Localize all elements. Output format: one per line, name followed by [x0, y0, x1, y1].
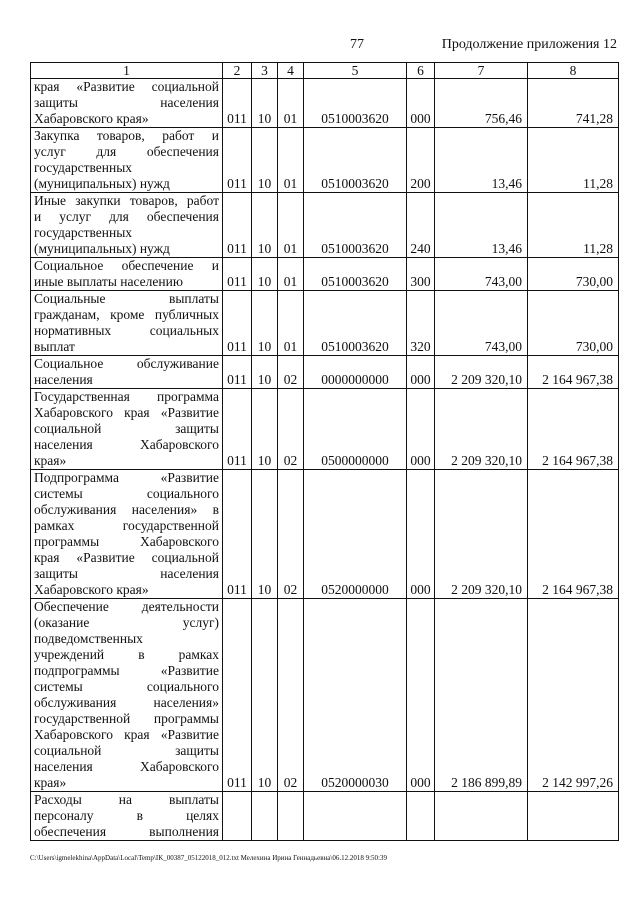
column-3-value: 10 [252, 258, 278, 291]
description-cell [31, 356, 223, 389]
table-header [31, 63, 619, 79]
column-6-value [407, 792, 435, 841]
column-7-value: 2 209 320,10 [435, 356, 528, 389]
column-8-value: 2 164 967,38 [528, 356, 619, 389]
column-6-value: 000 [407, 470, 435, 599]
column-5-header: 5 [304, 63, 407, 79]
column-8-header: 8 [528, 63, 619, 79]
column-2-value: 011 [223, 193, 252, 258]
column-1-header: 1 [31, 63, 223, 79]
description-cell [31, 389, 223, 470]
column-6-value: 000 [407, 389, 435, 470]
column-4-value: 01 [278, 258, 304, 291]
description-cell [31, 79, 223, 128]
description-line: нормативных социальных [34, 323, 219, 338]
column-4-header: 4 [278, 63, 304, 79]
column-7-value: 743,00 [435, 291, 528, 356]
description-line: Подпрограмма «Развитие [34, 470, 219, 485]
description-line: персоналу в целях [34, 808, 219, 823]
description-line: Хабаровского края» [34, 582, 149, 597]
column-2-value: 011 [223, 470, 252, 599]
column-2-value [223, 792, 252, 841]
table-body [31, 79, 619, 841]
column-2-value: 011 [223, 389, 252, 470]
column-4-value: 01 [278, 128, 304, 193]
column-3-value: 10 [252, 291, 278, 356]
column-8-value: 2 142 997,26 [528, 599, 619, 792]
description-line: государственной программы [34, 711, 219, 726]
column-5-value: 0510003620 [304, 291, 407, 356]
description-line: (муниципальных) нужд [34, 176, 170, 191]
column-6-value: 200 [407, 128, 435, 193]
column-3-value: 10 [252, 389, 278, 470]
description-line: (муниципальных) нужд [34, 241, 170, 256]
description-cell [31, 128, 223, 193]
budget-table [30, 62, 619, 841]
description-cell [31, 599, 223, 792]
column-7-value: 13,46 [435, 193, 528, 258]
column-6-value: 240 [407, 193, 435, 258]
header-row [31, 63, 619, 79]
column-5-value: 0500000000 [304, 389, 407, 470]
column-7-value: 756,46 [435, 79, 528, 128]
file-path-footer: C:\Users\igmelekhina\AppData\Local\Temp\IK_00387_05122018_012.txt Мелехина Ирина Геннадьевна\06.12.2018 9:50:39 [30, 854, 387, 862]
column-5-value: 0520000030 [304, 599, 407, 792]
description-cell [31, 470, 223, 599]
column-4-value: 02 [278, 470, 304, 599]
column-7-value [435, 792, 528, 841]
table-row [31, 79, 619, 128]
column-5-value: 0510003620 [304, 193, 407, 258]
column-4-value [278, 792, 304, 841]
description-line: защиты населения [34, 95, 219, 110]
column-8-value: 2 164 967,38 [528, 470, 619, 599]
description-line: подведомственных [34, 631, 143, 646]
column-2-value: 011 [223, 291, 252, 356]
description-line: защиты населения [34, 566, 219, 581]
description-line: учреждений в рамках [34, 647, 219, 662]
column-8-value: 11,28 [528, 128, 619, 193]
description-line: края «Развитие социальной [34, 550, 219, 565]
column-3-header: 3 [252, 63, 278, 79]
description-line: социальной защиты [34, 743, 219, 758]
description-line: населения Хабаровского [34, 759, 219, 774]
column-3-value: 10 [252, 470, 278, 599]
description-line: Хабаровского края» [34, 111, 149, 126]
table-row [31, 258, 619, 291]
column-2-value: 011 [223, 128, 252, 193]
description-line: системы социального [34, 486, 219, 501]
column-5-value: 0510003620 [304, 258, 407, 291]
description-line: рамках государственной [34, 518, 219, 533]
description-line: системы социального [34, 679, 219, 694]
description-line: гражданам, кроме публичных [34, 307, 219, 322]
table-row [31, 389, 619, 470]
column-7-value: 2 186 899,89 [435, 599, 528, 792]
column-5-value [304, 792, 407, 841]
column-3-value: 10 [252, 128, 278, 193]
description-cell [31, 193, 223, 258]
description-line: и услуг для обеспечения [34, 209, 219, 224]
column-8-value: 11,28 [528, 193, 619, 258]
column-7-value: 2 209 320,10 [435, 389, 528, 470]
description-line: края» [34, 453, 67, 468]
column-2-header: 2 [223, 63, 252, 79]
column-6-value: 300 [407, 258, 435, 291]
table-row [31, 792, 619, 841]
column-2-value: 011 [223, 258, 252, 291]
description-line: Обеспечение деятельности [34, 599, 219, 614]
column-3-value: 10 [252, 356, 278, 389]
description-line: государственных [34, 160, 133, 175]
column-7-header: 7 [435, 63, 528, 79]
description-line: Хабаровского края «Развитие [34, 727, 219, 742]
description-line: Социальные выплаты [34, 291, 219, 306]
description-line: услуг для обеспечения [34, 144, 219, 159]
column-7-value: 13,46 [435, 128, 528, 193]
description-line: Иные закупки товаров, работ [34, 193, 219, 208]
column-6-value: 000 [407, 79, 435, 128]
description-line: края» [34, 775, 67, 790]
table-row [31, 599, 619, 792]
column-4-value: 02 [278, 599, 304, 792]
description-line: Социальное обслуживание [34, 356, 219, 371]
column-8-value: 730,00 [528, 258, 619, 291]
column-2-value: 011 [223, 79, 252, 128]
description-line: Социальное обеспечение и [34, 258, 219, 273]
column-2-value: 011 [223, 356, 252, 389]
column-5-value: 0510003620 [304, 79, 407, 128]
column-3-value: 10 [252, 193, 278, 258]
appendix-continuation-title: Продолжение приложения 12 [441, 37, 617, 52]
column-8-value: 730,00 [528, 291, 619, 356]
column-4-value: 01 [278, 291, 304, 356]
column-8-value: 741,28 [528, 79, 619, 128]
description-line: обеспечения выполнения [34, 824, 219, 839]
description-line: Расходы на выплаты [34, 792, 219, 807]
column-6-value: 000 [407, 599, 435, 792]
column-3-value: 10 [252, 79, 278, 128]
description-line: населения Хабаровского [34, 437, 219, 452]
description-line: выплат [34, 339, 75, 354]
description-line: обслуживания населения» в [34, 502, 219, 517]
description-line: обслуживания населения» [34, 695, 219, 710]
page-number: 77 [350, 37, 364, 52]
description-cell [31, 792, 223, 841]
column-2-value: 011 [223, 599, 252, 792]
description-line: государственных [34, 225, 133, 240]
column-4-value: 01 [278, 79, 304, 128]
column-7-value: 2 209 320,10 [435, 470, 528, 599]
column-4-value: 02 [278, 389, 304, 470]
column-4-value: 02 [278, 356, 304, 389]
column-8-value: 2 164 967,38 [528, 389, 619, 470]
column-6-header: 6 [407, 63, 435, 79]
table-row [31, 128, 619, 193]
description-line: Государственная программа [34, 389, 219, 404]
description-line: края «Развитие социальной [34, 79, 219, 94]
description-line: подпрограммы «Развитие [34, 663, 219, 678]
description-cell [31, 291, 223, 356]
description-cell [31, 258, 223, 291]
description-line: социальной защиты [34, 421, 219, 436]
column-5-value: 0000000000 [304, 356, 407, 389]
description-line: Хабаровского края «Развитие [34, 405, 219, 420]
column-4-value: 01 [278, 193, 304, 258]
column-8-value [528, 792, 619, 841]
table-row [31, 291, 619, 356]
description-line: населения [34, 372, 93, 387]
description-line: иные выплаты населению [34, 274, 183, 289]
column-7-value: 743,00 [435, 258, 528, 291]
table-row [31, 356, 619, 389]
description-line: (оказание услуг) [34, 615, 219, 630]
column-5-value: 0510003620 [304, 128, 407, 193]
table-row [31, 470, 619, 599]
description-line: программы Хабаровского [34, 534, 219, 549]
table-row [31, 193, 619, 258]
column-3-value: 10 [252, 599, 278, 792]
column-5-value: 0520000000 [304, 470, 407, 599]
column-3-value [252, 792, 278, 841]
column-6-value: 000 [407, 356, 435, 389]
column-6-value: 320 [407, 291, 435, 356]
description-line: Закупка товаров, работ и [34, 128, 219, 143]
